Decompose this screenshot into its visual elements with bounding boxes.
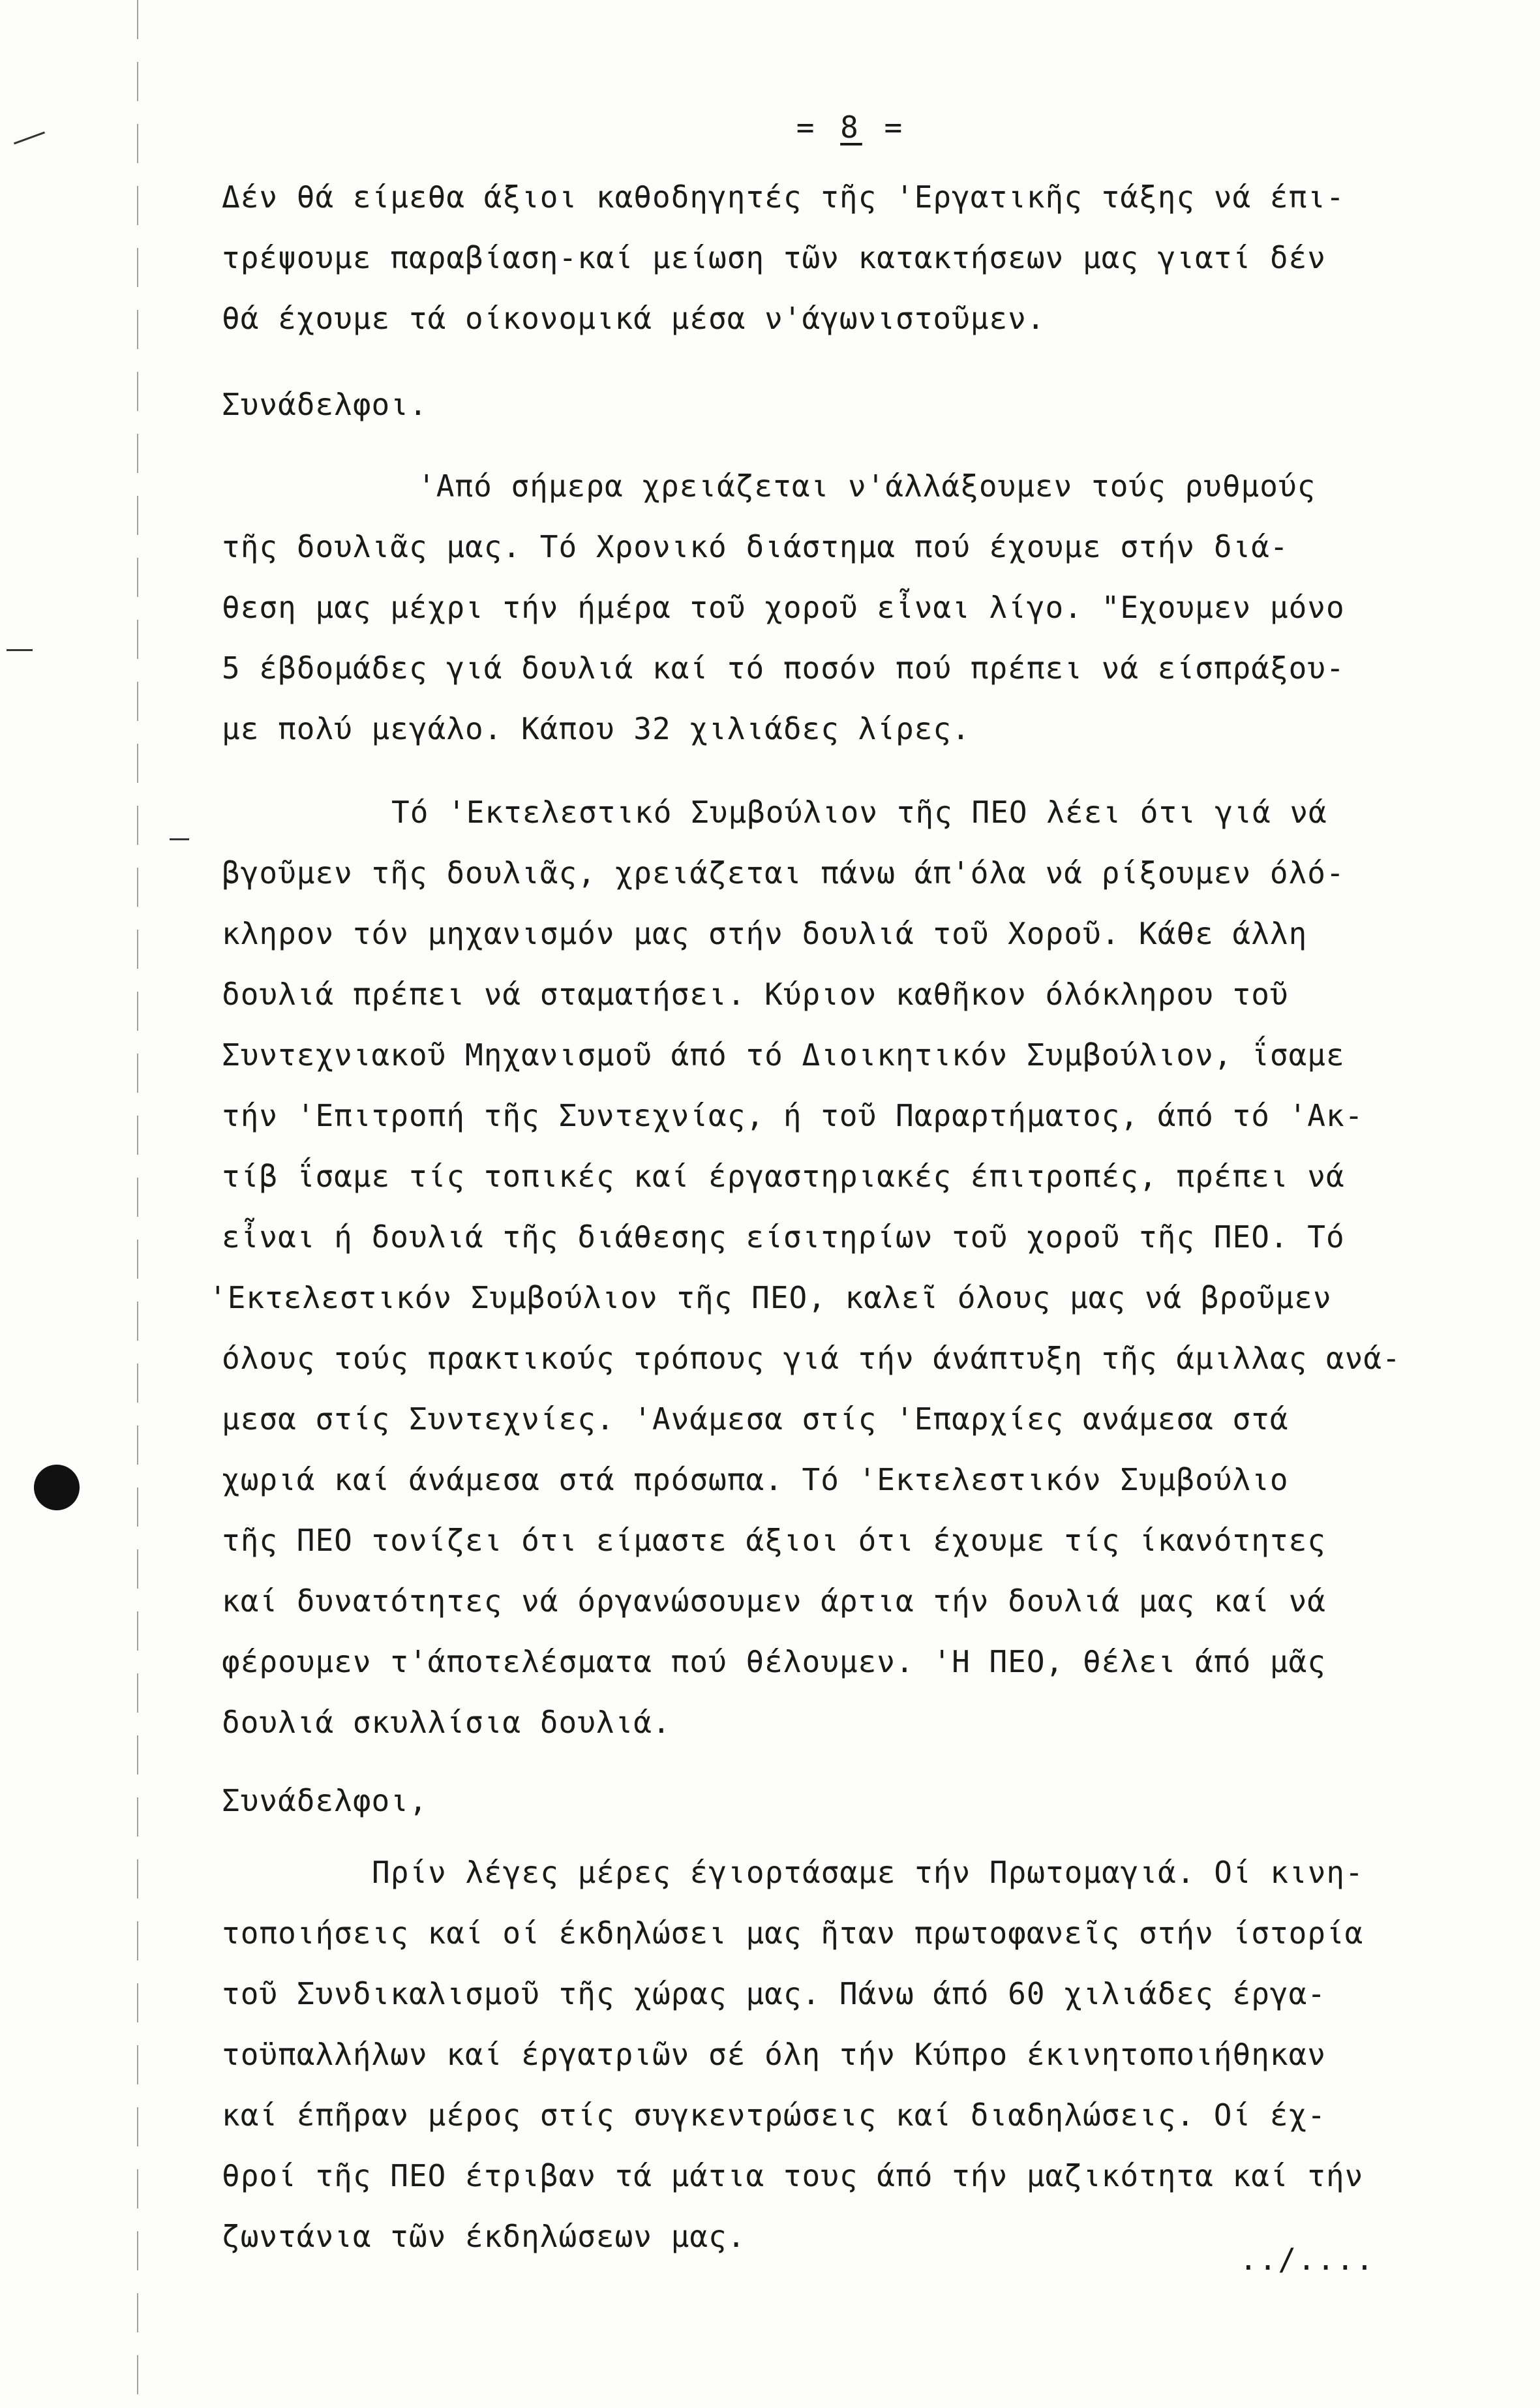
text-line: με πολύ μεγάλο. Κάπου 32 χιλιάδες λίρες.: [222, 711, 971, 746]
text-line: ζωντάνια τῶν έκδηλώσεων μας.: [222, 2219, 746, 2254]
text-line: θεση μας μέχρι τήν ήμέρα τοῦ χοροῦ εἶναι λίγο. "Εχουμεν μόνο: [222, 590, 1345, 625]
text-line: τῆς δουλιᾶς μας. Τό Χρονικό διάστημα πού έχουμε στήν διά-: [222, 529, 1289, 564]
binder-hole: [34, 1465, 80, 1510]
edge-mark: [14, 132, 45, 145]
text-line: τρέψουμε παραβίαση-καί μείωση τῶν κατακτήσεων μας γιατί δέν: [222, 240, 1326, 275]
page-number: = 8 =: [796, 110, 907, 145]
text-line: βγοῦμεν τῆς δουλιᾶς, χρειάζεται πάνω άπ'όλα νά ρίξουμεν όλό-: [222, 855, 1345, 891]
text-line: τήν 'Επιτροπή τῆς Συντεχνίας, ή τοῦ Παραρτήματος, άπό τό 'Ακ-: [222, 1098, 1364, 1133]
text-line: 'Εκτελεστικόν Συμβούλιον τῆς ΠΕΟ, καλεῖ όλους μας νά βροῦμεν: [209, 1280, 1332, 1315]
edge-mark: [7, 649, 33, 651]
text-line: θά έχουμε τά οίκονομικά μέσα ν'άγωνιστοῦμεν.: [222, 301, 1046, 336]
text-line: Τό 'Εκτελεστικό Συμβούλιον τῆς ΠΕΟ λέει ότι γιά νά: [391, 795, 1327, 830]
text-line: 5 έβδομάδες γιά δουλιά καί τό ποσόν πού πρέπει νά είσπράξου-: [222, 650, 1345, 686]
salutation: Συνάδελφοι.: [222, 387, 428, 422]
text-line: τοϋπαλλήλων καί έργατριῶν σέ όλη τήν Κύπρο έκινητοποιήθηκαν: [222, 2037, 1326, 2072]
text-line: τοποιήσεις καί οί έκδηλώσει μας ῆταν πρωτοφανεῖς στήν ίστορία: [222, 1915, 1364, 1951]
text-line: όλους τούς πρακτικούς τρόπους γιά τήν άνάπτυξη τῆς άμιλλας ανά-: [222, 1341, 1401, 1376]
text-line: 'Από σήμερα χρειάζεται ν'άλλάξουμεν τούς ρυθμούς: [417, 468, 1316, 504]
continuation-mark: ../....: [1239, 2242, 1375, 2277]
salutation: Συνάδελφοι,: [222, 1783, 428, 1818]
margin-rule: [137, 0, 138, 2408]
text-line: τῆς ΠΕΟ τονίζει ότι είμαστε άξιοι ότι έχουμε τίς ίκανότητες: [222, 1523, 1326, 1558]
text-line: δουλιά πρέπει νά σταματήσει. Κύριον καθῆκον όλόκληρου τοῦ: [222, 977, 1289, 1012]
text-line: εἶναι ή δουλιά τῆς διάθεσης είσιτηρίων τοῦ χοροῦ τῆς ΠΕΟ. Τό: [222, 1219, 1345, 1255]
text-line: τοῦ Συνδικαλισμοῦ τῆς χώρας μας. Πάνω άπό 60 χιλιάδες έργα-: [222, 1976, 1326, 2011]
text-line: καί έπῆραν μέρος στίς συγκεντρώσεις καί διαδηλώσεις. Οί έχ-: [222, 2097, 1326, 2133]
page-number-value: 8: [840, 110, 862, 145]
text-line: φέρουμεν τ'άποτελέσματα πού θέλουμεν. 'Η ΠΕΟ, θέλει άπό μᾶς: [222, 1644, 1326, 1679]
text-line: Δέν θά είμεθα άξιοι καθοδηγητές τῆς 'Εργατικῆς τάξης νά έπι-: [222, 179, 1345, 215]
edge-mark: [170, 838, 189, 840]
text-line: δουλιά σκυλλίσια δουλιά.: [222, 1705, 671, 1740]
text-line: τίβ ΐσαμε τίς τοπικές καί έργαστηριακές έπιτροπές, πρέπει νά: [222, 1159, 1345, 1194]
text-line: κληρον τόν μηχανισμόν μας στήν δουλιά τοῦ Χοροῦ. Κάθε άλλη: [222, 916, 1308, 951]
text-line: χωριά καί άνάμεσα στά πρόσωπα. Τό 'Εκτελεστικόν Συμβούλιο: [222, 1462, 1289, 1497]
text-line: καί δυνατότητες νά όργανώσουμεν άρτια τήν δουλιά μας καί νά: [222, 1583, 1326, 1619]
text-line: Συντεχνιακοῦ Μηχανισμοῦ άπό τό Διοικητικόν Συμβούλιον, ΐσαμε: [222, 1037, 1345, 1073]
text-line: θροί τῆς ΠΕΟ έτριβαν τά μάτια τους άπό τήν μαζικότητα καί τήν: [222, 2158, 1364, 2193]
text-line: μεσα στίς Συντεχνίες. 'Ανάμεσα στίς 'Επαρχίες ανάμεσα στά: [222, 1401, 1289, 1437]
text-line: Πρίν λέγες μέρες έγιορτάσαμε τήν Πρωτομαγιά. Οί κινη-: [372, 1855, 1364, 1890]
